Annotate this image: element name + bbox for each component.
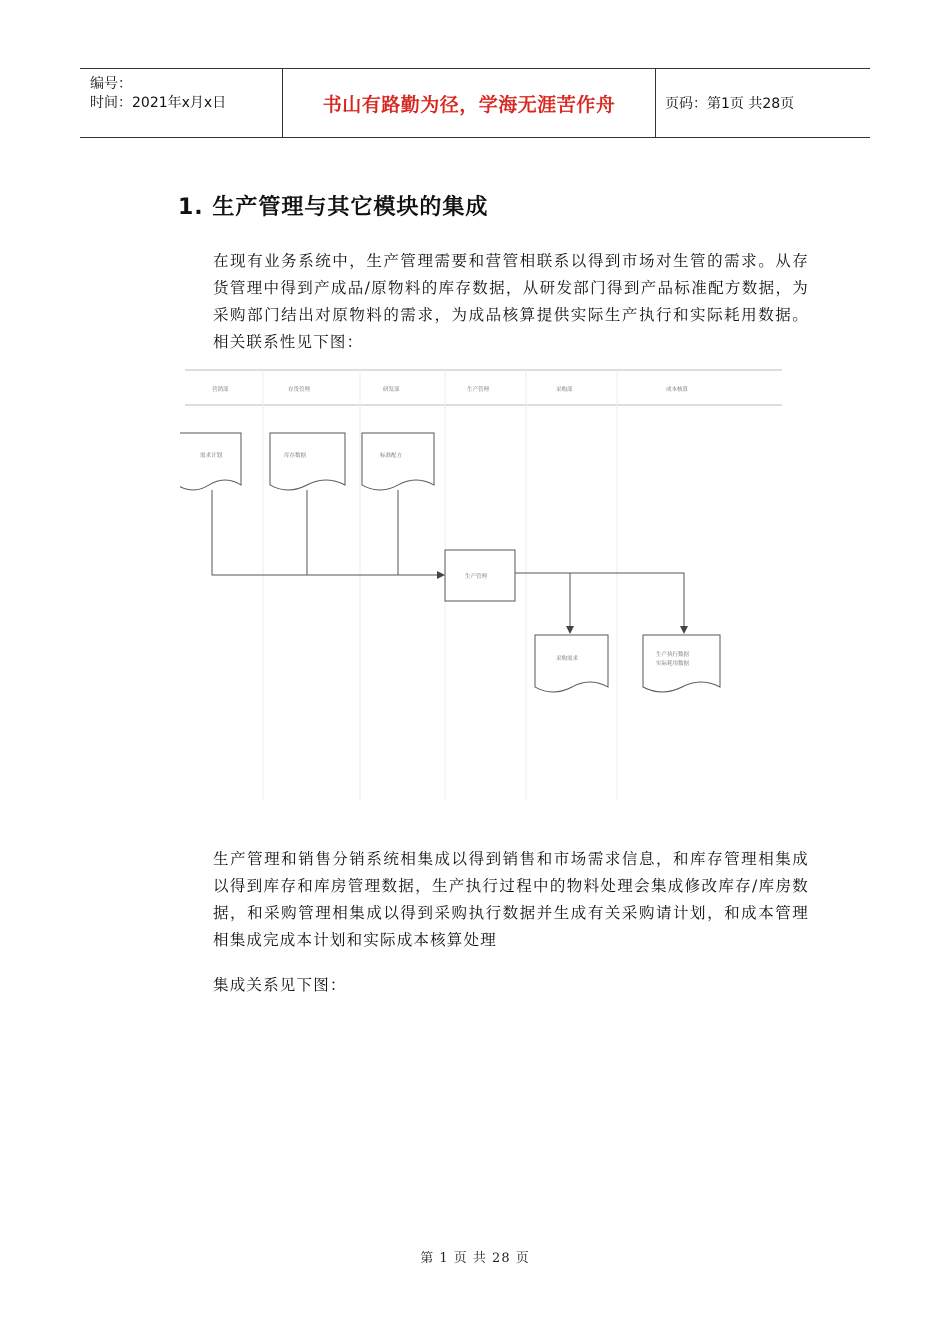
header-table — [80, 68, 870, 138]
connector-demand — [212, 490, 443, 575]
lane-title: 成本核算 — [666, 387, 689, 393]
paragraph-integration: 生产管理和销售分销系统相集成以得到销售和市场需求信息，和库存管理相集成以得到库存和库房管理数据，生产执行过程中的物料处理会集成修改库存/库房数据，和采购管理相集成以得到采购执行数据并生成有关采购请计划，和成本管理相集成完成本计划和实际成本核算处理 — [213, 850, 809, 949]
section-title: 1. 生产管理与其它模块的集成 — [178, 195, 489, 220]
doc-label: 库存数据 — [284, 453, 307, 459]
doc-label: 生产执行数据 — [656, 652, 690, 658]
lane-title: 生产管理 — [467, 387, 490, 393]
arrow-to-cost — [515, 573, 684, 633]
page-footer: 第 1 页 共 28 页 — [420, 1251, 530, 1266]
header-center-cell — [282, 69, 656, 137]
doc-shape-purchase-demand — [535, 635, 608, 692]
motto-text: 书山有路勤为径，学海无涯苦作舟 — [322, 93, 616, 116]
doc-label: 需求计划 — [200, 453, 223, 459]
doc-shape-demand-plan — [180, 433, 241, 490]
lane-title: 营销部 — [212, 387, 229, 393]
date-label: 时间：2021年x月x日 — [90, 95, 227, 111]
doc-shape-standard-formula — [362, 433, 434, 490]
paragraph-intro: 在现有业务系统中，生产管理需要和营管相联系以得到市场对生管的需求。从存货管理中得到产成品/原物料的库存数据，从研发部门得到产品标准配方数据，为采购部门结出对原物料的需求，为成品核算提供实际生产执行和实际耗用数据。相关联系性见下图： — [213, 252, 809, 351]
doc-number-label: 编号： — [90, 76, 132, 92]
header-left-cell — [80, 69, 282, 137]
doc-label: 采购需求 — [556, 656, 579, 662]
header-right-cell — [655, 69, 870, 137]
lane-title: 研发部 — [383, 387, 400, 393]
page-info: 页码：第1页 共28页 — [665, 96, 795, 112]
doc-label: 实际耗用数据 — [656, 661, 690, 667]
lane-title: 采购部 — [556, 387, 573, 393]
paragraph-diagram-caption: 集成关系见下图： — [213, 976, 347, 994]
integration-flow-diagram — [180, 365, 785, 805]
doc-shape-inventory-data — [270, 433, 345, 490]
lane-title: 存货管理 — [288, 387, 311, 393]
process-label: 生产管理 — [465, 574, 488, 580]
doc-label: 标准配方 — [380, 453, 403, 459]
